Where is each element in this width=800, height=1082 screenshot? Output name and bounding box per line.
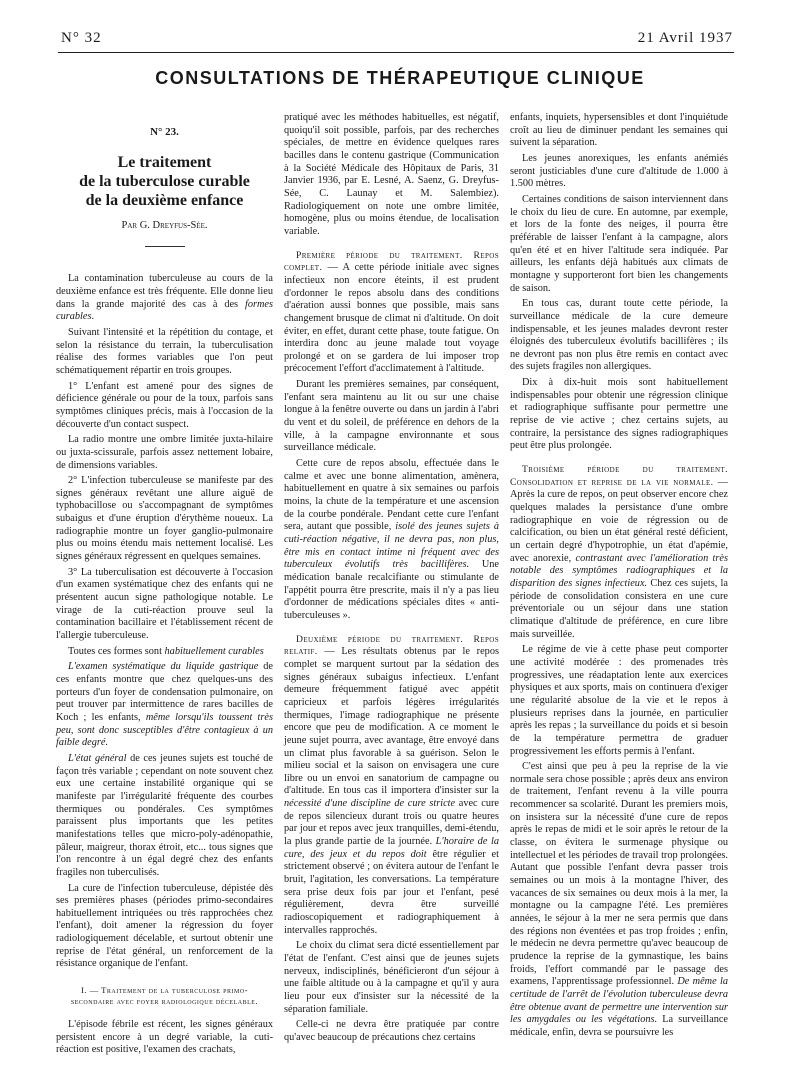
paragraph: Durant les premières semaines, par conséquent, l'enfant sera maintenu au lit ou sur une chaise longue à la fenêtre ouverte ou dans un jardin à l'abri du vent et du soleil, de préférence en dehors de la ville, à la campagne environnante et sous surveillance médicale.: [284, 379, 499, 454]
paragraph: L'état général de ces jeunes sujets est touché de façon très variable ; cependant on note souvent chez eux une certaine instabilité organique qui se manifeste par l'irrégularité fréquente des courbes thermiques ou pondérales. Ces symptômes paraissent plus importants que les petites manifestations telles que micro-poly-adénopathie, pâleur, maigreur, thorax étroit, etc... tous signes que l'on rencontre à un égal degré chez des enfants fragiles non tuberculisés.: [56, 752, 274, 878]
paragraph: C'est ainsi que peu à peu la reprise de la vie normale sera chose possible ; après deux ans environ de traitement, l'enfant revenu à la ville pourra recommencer sa scolarité. Durant les premiers mois, on insistera sur la nécessité d'une cure de repos après le repas de midi et le soir après le retour de la classe, on évitera le surmenage physique ou intellectuel et les périodes de travail trop prolongées. Autant que possible l'enfant devra passer trois semaines ou un mois à la montagne l'hiver, des vacances de six semaines ou deux mois à la mer, la montagne ou la campagne l'été. Les premières années, le séjour à la mer ne sera permis que dans des régions non éventées et pas trop froides ; enfin, le médecin ne devra permettre qu'avec beaucoup de prudence la reprise de la gymnastique, les bains froids, l'effort commandé par le passage des examens, l'apprentissage professionnel. De même la certitude de l'arrêt de l'évolution tuberculeuse devra être obtenue avant de permettre une intervention sur les amygdales ou les végétations. La surveillance médicale, enfin, devra se poursuivre les: [510, 761, 728, 1038]
section-heading: I. — Traitement de la tuberculose primo-secondaire avec foyer radiologique décelable.: [70, 985, 259, 1007]
title-line-2: de la tuberculose curable: [79, 172, 250, 190]
paragraph: L'examen systématique du liquide gastrique de ces enfants montre que chez quelques-uns des porteurs d'un foyer de condensation pulmonaire, on peut trouver par intermittence de rares bacilles de Koch ; les enfants, même lorsqu'ils toussent très peu, sont donc susceptibles d'être contagieux à un faible degré.: [56, 661, 273, 749]
paragraph: pratiqué avec les méthodes habituelles, est négatif, quoiqu'il soit possible, parfois, par des recherches spéciales, de mettre en évidence quelques rares bacilles dans le contenu gastrique (Communication à la Société Médicale des Hôpitaux de Paris, 31 Janvier 1936, par E. Lesné, A. Saenz, G. Dreyfus-Sée, C. Launay et M. Salembiez). Radiologiquement on note une ombre limitée, homogène, plus ou moins étendue, de localisation variable.: [284, 112, 499, 237]
issue-number: N° 32: [61, 30, 102, 46]
paragraph: La radio montre une ombre limitée juxta-hilaire ou juxta-scissurale, parfois assez nettement lobaire, de dimensions variables.: [56, 434, 273, 471]
column-3: [510, 112, 728, 1043]
issue-date: 21 Avril 1937: [637, 30, 733, 46]
paragraph: Cette cure de repos absolu, effectuée dans le calme et avec une bonne alimentation, amènera, habituellement en quatre à six semaines ou parfois moins, la chute de la température et une ascension de la courbe pondérale. Pendant cette cure l'enfant sera, autant que possible, isolé des jeunes sujets à cuti-réaction négative, il ne devra pas, non plus, être mis en contact intime ni fréquent avec des tuberculeux évolutifs très bacillifères. Une médication banale recalcifiante ou stimulante de l'appétit pourra être prescrite, mais il n'y a pas lieu d'ordonner de médications spéciales dites « anti-tuberculeuses ».: [284, 458, 500, 621]
paragraph: La contamination tuberculeuse au cours de la deuxième enfance est très fréquente. Elle donne lieu dans la grande majorité des cas à des formes curables.: [56, 273, 273, 323]
paragraph: 1° L'enfant est amené pour des signes de déficience générale ou pour de la toux, parfois sans symptômes cliniques précis, mais à l'occasion de la découverte d'un contact suspect.: [56, 380, 273, 430]
paragraph: Les jeunes anorexiques, les enfants anémiés seront justiciables d'une cure d'altitude de 1.000 à 1.500 mètres.: [510, 152, 728, 190]
section-banner: CONSULTATIONS DE THÉRAPEUTIQUE CLINIQUE: [155, 68, 645, 88]
paragraph: Troisième période du traitement. Consolidation et reprise de la vie normale. — Après la cure de repos, on peut observer encore chez quelques malades la persistance d'une ombre radiographique en voie de régression ou de calcification, ou bien un état général resté déficient, un certain degré d'hypotrophie, un état d'apémie, avec anorexie, contrastant avec l'amélioration très notable des symptômes radiographiques et la disparition des signes infectieux. Chez ces sujets, la période de consolidation consistera en une cure préventoriale ou un séjour dans une station climatique d'altitude de préférence, en cure libre mais surveillée.: [510, 464, 729, 640]
paragraph: 3° La tuberculisation est découverte à l'occasion d'un examen systématique chez des enfants qui ne présentent aucun signe pathologique notable. Le virage de la cuti-réaction prouve seul la contamination bacillaire et l'établissement récent de l'allergie tuberculeuse.: [56, 566, 273, 642]
paragraph: Le choix du climat sera dicté essentiellement par l'état de l'enfant. C'est ainsi que de jeunes sujets nerveux, indisciplinés, bénéficieront d'un séjour à une faible altitude ou à la campagne et qu'il y aura lieu pour eux d'insister sur la nécessité de la séparation familiale.: [284, 940, 499, 1015]
paragraph: Celle-ci ne devra être pratiquée par contre qu'avec beaucoup de précautions chez certains: [284, 1019, 499, 1043]
title-line-1: Le traitement: [117, 153, 212, 171]
subsection-label: Troisième période du traitement. Consolidation et reprise de la vie normale.: [510, 464, 728, 488]
paragraph: enfants, inquiets, hypersensibles et dont l'inquiétude croît au lieu de diminuer pendant les semaines qui suivent la séparation.: [510, 112, 728, 149]
paragraph: Toutes ces formes sont habituellement curables: [68, 645, 264, 657]
paragraph: 2° L'infection tuberculeuse se manifeste par des signes généraux revêtant une allure aiguë de typhobacillose ou s'accompagnant de symptômes subaigus et d'une éruption d'érythème noueux. La radiographie montre un foyer ganglio-pulmonaire plus ou moins étendu mais nettement localisé. Les signes généraux régressent en quelques semaines.: [56, 475, 273, 563]
column-2: [284, 112, 499, 1048]
paragraph: Deuxième période du traitement. Repos relatif. — Les résultats obtenus par le repos complet se marquent surtout par la sédation des signes généraux subaigus infectieux. L'enfant demeure fréquemment fatigué avec appétit capricieux et parfois légères irrégularités thermiques, l'image radiographique ne présente encore que peu de modification. A ce moment le jeune sujet pourra, avec avantage, être envoyé dans un climat plus favorable à sa guérison. Selon le milieu social et la saison on envisagera une cure libre ou un envoi en sanatorium de campagne ou d'altitude. En tous cas il importera d'insister sur la nécessité d'une discipline de cure stricte avec cure de repos silencieux durant trois ou quatre heures par jour et repos avec jeux tranquilles, demi-étendu, la plus grande partie de la journée. L'horaire de la cure, des jeux et du repos doit être régulier et strictement observé ; on évitera autour de l'enfant le bruit, l'agitation, les conversations. La température sera prise deux fois par jour et l'enfant, pesé régulièrement, devra être surveillé radioscopiquement et radiographiquement à intervalles rapprochés.: [284, 633, 499, 936]
paragraph: Le régime de vie à cette phase peut comporter une activité modérée : des promenades très progressives, une réadaptation lente aux exercices physiques et aux sports, mais on continuera d'exiger une régularité absolue de la vie et le repos à plusieurs reprises dans la journée, en particulier après les repas ; la surveillance du poids et si besoin de la température permettra de graduer progressivement les efforts permis à l'enfant.: [510, 644, 728, 757]
paragraph: L'épisode fébrile est récent, les signes généraux persistent encore à un degré variable, la cuti-réaction est positive, l'examen des crachats,: [56, 1019, 273, 1056]
paragraph: La cure de l'infection tuberculeuse, dépistée dès ses premières phases (périodes primo-secondaires habituellement intriquées ou très rapprochées chez l'enfant), doit amener la régression du foyer radiologiquement décelable, et surtout obtenir une reprise de l'état général, un renforcement de la résistance organique de l'enfant.: [56, 882, 273, 970]
article-title: [56, 153, 273, 210]
article-number: N° 23.: [150, 126, 179, 138]
paragraph: Dix à dix-huit mois sont habituellement indispensables pour obtenir une régression clinique et radiographique suffisante pour permettre une reprise de vie active ; chez certains sujets, au contraire, la persistance des signes radiographiques peut être plus prolongée.: [510, 377, 728, 452]
paragraph: Suivant l'intensité et la répétition du contage, et selon la résistance du terrain, la tuberculisation réalise des formes variables que l'on peut schématiquement répartir en trois groupes.: [56, 326, 273, 376]
header-rule: [58, 52, 734, 53]
article-author: Par G. Dreyfus-Sée.: [121, 219, 208, 231]
paragraph: Première période du traitement. Repos complet. — A cette période initiale avec signes infectieux non encore éteints, il est prudent d'ordonner le repos absolu dans des conditions d'aération aussi bonnes que possible, mais sans changement brusque de climat ni d'altitude. On doit éviter, en effet, durant cette phase, toute fatigue. On interdira donc au jeune malade tout voyage prolongé et on se gardera de lui imposer trop précocement l'effort d'acclimatement à l'altitude.: [284, 249, 499, 375]
column-1: [56, 112, 273, 1060]
paragraph: Certaines conditions de saison interviennent dans le choix du lieu de cure. En automne, par exemple, et lors de la fonte des neiges, il pourra être préférable de laisser l'enfant à la campagne, alors qu'en été et en hiver l'altitude sera indiquée. Par ailleurs, les enfants déjà habitués aux climats de montagne y supporteront fort bien les changements de saison.: [510, 193, 728, 294]
paragraph: En tous cas, durant toute cette période, la surveillance médicale de la cure demeure indispensable, et les jeunes malades devront rester éloignés des tuberculeux évolutifs bacillifères ; ils ne devront pas non plus être remis en contact avec des sujets fragiles non allergiques.: [510, 298, 728, 373]
title-divider: [145, 246, 185, 247]
subsection-label: Première période du traitement. Repos complet.: [284, 249, 499, 274]
title-line-3: de la deuxième enfance: [85, 191, 244, 209]
subsection-label: Deuxième période du traitement. Repos relatif.: [284, 633, 499, 658]
